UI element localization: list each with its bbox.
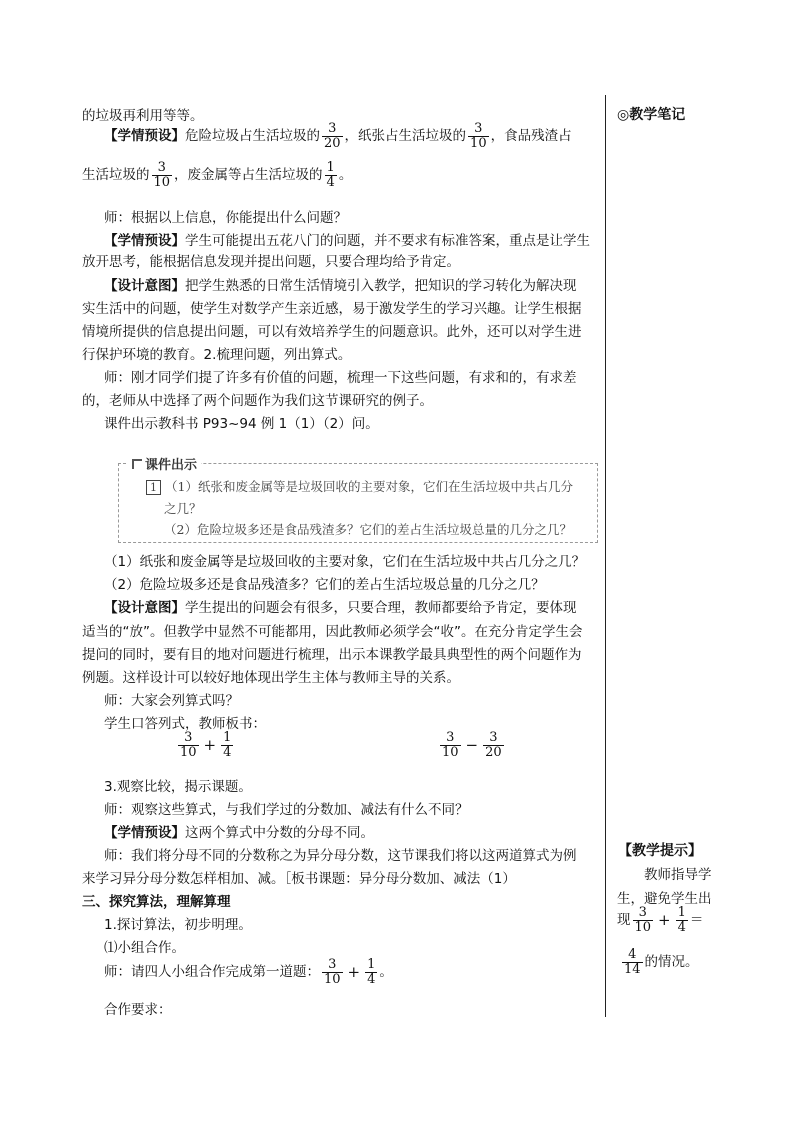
courseware-label: 课件出示	[128, 454, 201, 473]
text-line: 适当的“放”。但教学中显然不可能都用，因此教师必须学会“收”。在充分肯定学生会	[82, 624, 583, 640]
text-line: 情境所提供的信息提出问题，可以有效培养学生的问题意识。此外，还可以对学生进	[82, 324, 582, 340]
teaching-tip-line: 现 $\frac{3}{10}$ + $\frac{1}{4}$ ＝	[617, 905, 704, 935]
text-line: 学生口答列式，教师板书：	[104, 716, 266, 732]
section-heading: 三、探究算法，理解算理	[82, 894, 231, 910]
text-line: 1.探讨算法，初步明理。	[104, 917, 252, 933]
fraction: $\frac{3}{10}$	[470, 121, 487, 151]
example-number-badge: 1	[146, 480, 161, 495]
fraction: $\frac{3}{10}$	[442, 730, 459, 760]
text-line: ⑴小组合作。	[104, 940, 185, 956]
courseware-line: 1 （1）纸张和废金属等是垃圾回收的主要对象，它们在生活垃圾中共占几分	[146, 477, 573, 495]
text-line: 合作要求：	[104, 1002, 172, 1018]
fraction: $\frac{1}{4}$	[367, 957, 376, 987]
fraction: $\frac{4}{14}$	[624, 947, 641, 977]
column-divider	[605, 95, 606, 1017]
fraction: $\frac{1}{4}$	[223, 730, 232, 760]
text-line: 师：大家会列算式吗？	[104, 693, 239, 709]
text-line: 例题。这样设计可以较好地体现出学生主体与教师主导的关系。	[82, 670, 460, 686]
text-line: 【学情预设】这两个算式中分数的分母不同。	[104, 825, 374, 841]
courseware-line: 之几？	[164, 501, 202, 516]
text-line: 师：我们将分母不同的分数称之为异分母分数，这节课我们将以这两道算式为例	[104, 848, 577, 864]
text-line: （2）危险垃圾多还是食品残渣多？它们的差占生活垃圾总量的几分之几？	[104, 577, 545, 593]
teaching-tip-title: 【教学提示】	[618, 843, 702, 859]
teaching-notes-title: ◎教学笔记	[617, 107, 686, 123]
fraction: $\frac{1}{4}$	[677, 905, 686, 935]
fraction: $\frac{3}{20}$	[324, 121, 341, 151]
teaching-tip-line: 教师指导学	[644, 867, 712, 883]
text-line: 【学情预设】学生可能提出五花八门的问题，并不要求有标准答案，重点是让学生	[104, 233, 590, 249]
fraction: $\frac{1}{4}$	[326, 160, 335, 190]
fraction: $\frac{3}{10}$	[324, 957, 341, 987]
text-line: （1）纸张和废金属等是垃圾回收的主要对象，它们在生活垃圾中共占几分之几？	[104, 554, 586, 570]
text-line: 【设计意图】学生提出的问题会有很多，只要合理，教师都要给予肯定，要体现	[104, 600, 577, 616]
text-line: 实生活中的问题，使学生对数学产生亲近感，易于激发学生的学习兴趣。让学生根据	[82, 301, 582, 317]
teaching-tip-line: 生，避免学生出	[617, 891, 712, 907]
board-expression-difference: $\frac{3}{10}$ − $\frac{3}{20}$	[442, 730, 502, 760]
text-line: 师：请四人小组合作完成第一道题： $\frac{3}{10}$ + $\frac{1}{4}$ 。	[104, 957, 393, 987]
text-line: 【设计意图】把学生熟悉的日常生活情境引入教学，把知识的学习转化为解决现	[104, 278, 577, 294]
text-line: 师：根据以上信息，你能提出什么问题？	[104, 210, 347, 226]
text-line: 的，老师从中选择了两个问题作为我们这节课研究的例子。	[82, 393, 433, 409]
courseware-line: （2）危险垃圾多还是食品残渣多？它们的差占生活垃圾总量的几分之几？	[164, 522, 572, 537]
board-expression-sum: $\frac{3}{10}$ + $\frac{1}{4}$	[180, 730, 232, 760]
fraction: $\frac{3}{20}$	[485, 730, 502, 760]
text-line: 师：刚才同学们提了许多有价值的问题，梳理一下这些问题，有求和的，有求差	[104, 370, 577, 386]
text-line: 课件出示教科书 P93~94 例 1（1）（2）问。	[104, 416, 379, 432]
corner-bracket-icon	[132, 459, 142, 469]
text-line: 【学情预设】危险垃圾占生活垃圾的 $\frac{3}{20}$ ，纸张占生活垃圾的 $\frac{3}{10}$ ，食品残渣占	[104, 121, 572, 151]
text-line: 3.观察比较，揭示课题。	[104, 779, 252, 795]
text-line: 生活垃圾的 $\frac{3}{10}$ ，废金属等占生活垃圾的 $\frac{1}{4}$ 。	[82, 160, 353, 190]
fraction: $\frac{3}{10}$	[180, 730, 197, 760]
text-line: 放开思考，能根据信息发现并提出问题，只要合理均给予肯定。	[82, 254, 460, 270]
text-line: 行保护环境的教育。2.梳理问题，列出算式。	[82, 347, 352, 363]
text-line: 提问的同时，要有目的地对问题进行梳理，出示本课教学最具典型性的两个问题作为	[82, 647, 582, 663]
teaching-tip-line: $\frac{4}{14}$ 的情况。	[624, 947, 699, 977]
fraction: $\frac{3}{10}$	[153, 160, 171, 190]
fraction: $\frac{3}{10}$	[634, 905, 652, 935]
text-line: 师：观察这些算式，与我们学过的分数加、减法有什么不同？	[104, 802, 469, 818]
text-line: 来学习异分母分数怎样相加、减。［板书课题：异分母分数加、减法（1）	[82, 871, 516, 887]
text-line: 的垃圾再利用等等。	[82, 108, 204, 124]
